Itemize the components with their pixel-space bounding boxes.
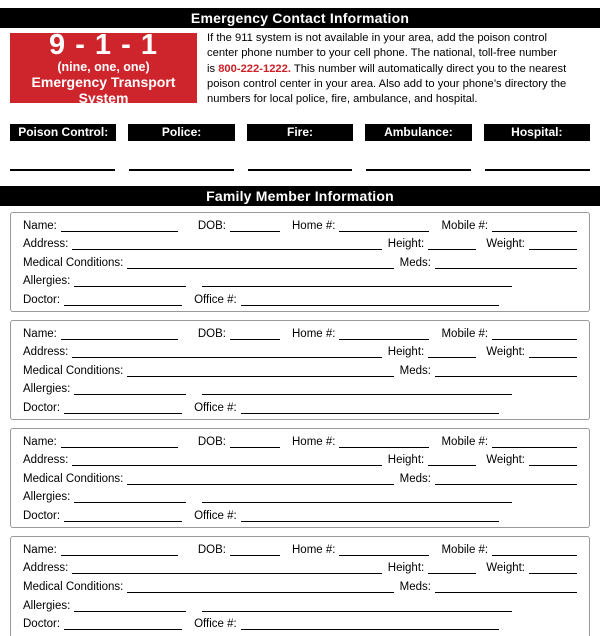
allergies-continuation-line[interactable] bbox=[202, 502, 370, 503]
dob-label: DOB: bbox=[197, 327, 226, 340]
allergies-label: Allergies: bbox=[23, 383, 71, 395]
meds-continuation-line[interactable] bbox=[370, 394, 512, 395]
medical-conditions-field-line[interactable] bbox=[127, 592, 393, 593]
allergies-field-line[interactable] bbox=[74, 611, 186, 612]
instructions-line: poison control center in your area. Also add to your phone’s directory the bbox=[207, 77, 567, 90]
allergies-field-line[interactable] bbox=[74, 286, 186, 287]
home-phone-label: Home #: bbox=[292, 543, 336, 556]
address-field-line[interactable] bbox=[72, 249, 381, 250]
card-row-medical bbox=[23, 362, 577, 379]
doctor-field-line[interactable] bbox=[64, 629, 182, 630]
card-row-medical bbox=[23, 578, 577, 595]
dob-field-line[interactable] bbox=[230, 447, 280, 448]
police-write-line[interactable] bbox=[129, 169, 234, 171]
weight-field-line[interactable] bbox=[529, 357, 577, 358]
office-phone-label: Office #: bbox=[194, 618, 237, 631]
meds-label: Meds: bbox=[399, 256, 431, 269]
emergency-form-page bbox=[0, 8, 600, 636]
poison-control-phone-number: 800-222-1222. bbox=[218, 62, 291, 75]
contact-label-ambulance: Ambulance: bbox=[365, 124, 471, 141]
address-field-line[interactable] bbox=[72, 465, 381, 466]
instructions-segment: This number will automatically direct you to the nearest bbox=[290, 62, 567, 75]
family-member-card bbox=[10, 536, 590, 636]
medical-conditions-field-line[interactable] bbox=[127, 268, 393, 269]
card-row-doctor bbox=[23, 615, 577, 632]
card-row-medical bbox=[23, 254, 577, 271]
doctor-field-line[interactable] bbox=[64, 413, 182, 414]
card-row-address bbox=[23, 559, 577, 576]
office-phone-label: Office #: bbox=[194, 293, 237, 306]
home-phone-field-line[interactable] bbox=[339, 447, 429, 448]
mobile-phone-label: Mobile #: bbox=[441, 435, 489, 448]
meds-continuation-line[interactable] bbox=[370, 611, 512, 612]
intro-section bbox=[10, 29, 590, 111]
card-row-address bbox=[23, 343, 577, 360]
meds-continuation-line-2[interactable] bbox=[357, 629, 499, 630]
weight-field-line[interactable] bbox=[529, 573, 577, 574]
allergies-continuation-line[interactable] bbox=[202, 286, 370, 287]
instructions-segment: is bbox=[207, 62, 219, 75]
office-phone-field-line[interactable] bbox=[241, 413, 357, 414]
doctor-label: Doctor: bbox=[23, 618, 61, 631]
mobile-phone-label: Mobile #: bbox=[441, 219, 489, 232]
dob-field-line[interactable] bbox=[230, 339, 280, 340]
family-member-card bbox=[10, 212, 590, 312]
doctor-field-line[interactable] bbox=[64, 305, 182, 306]
meds-continuation-line-2[interactable] bbox=[357, 521, 499, 522]
doctor-field-line[interactable] bbox=[64, 521, 182, 522]
office-phone-label: Office #: bbox=[194, 401, 237, 414]
allergies-continuation-line[interactable] bbox=[202, 394, 370, 395]
contact-label-hospital: Hospital: bbox=[484, 124, 590, 141]
height-field-line[interactable] bbox=[428, 573, 476, 574]
address-label: Address: bbox=[23, 346, 69, 358]
weight-label: Weight: bbox=[486, 454, 525, 466]
allergies-label: Allergies: bbox=[23, 599, 71, 612]
card-row-medical bbox=[23, 470, 577, 487]
instructions-text bbox=[207, 31, 590, 111]
name-field-line[interactable] bbox=[61, 339, 178, 340]
call-911-box bbox=[10, 29, 197, 106]
card-row-name bbox=[23, 217, 577, 234]
card-row-address bbox=[23, 451, 577, 468]
meds-continuation-line[interactable] bbox=[370, 286, 512, 287]
height-label: Height: bbox=[387, 454, 425, 466]
weight-label: Weight: bbox=[486, 346, 525, 358]
name-label: Name: bbox=[23, 435, 57, 448]
height-field-line[interactable] bbox=[428, 465, 476, 466]
office-phone-field-line[interactable] bbox=[241, 305, 357, 306]
card-row-allergies bbox=[23, 597, 577, 614]
weight-field-line[interactable] bbox=[529, 465, 577, 466]
call-911-number: 9 - 1 - 1 bbox=[49, 29, 158, 61]
meds-label: Meds: bbox=[399, 580, 431, 593]
name-field-line[interactable] bbox=[61, 231, 178, 232]
family-member-card bbox=[10, 428, 590, 528]
address-field-line[interactable] bbox=[72, 357, 381, 358]
meds-label: Meds: bbox=[399, 364, 431, 377]
meds-continuation-line[interactable] bbox=[370, 502, 512, 503]
card-row-name bbox=[23, 433, 577, 450]
doctor-label: Doctor: bbox=[23, 401, 61, 414]
instructions-line bbox=[207, 62, 590, 77]
meds-field-line[interactable] bbox=[435, 484, 577, 485]
section-header-family-member bbox=[0, 186, 600, 206]
card-row-doctor bbox=[23, 291, 577, 308]
ambulance-write-line[interactable] bbox=[366, 169, 471, 171]
dob-label: DOB: bbox=[197, 435, 226, 448]
name-field-line[interactable] bbox=[61, 447, 178, 448]
call-911-pronunciation: (nine, one, one) bbox=[57, 60, 150, 74]
instructions-line: If the 911 system is not available in your area, add the poison control bbox=[207, 32, 547, 44]
meds-field-line[interactable] bbox=[435, 268, 577, 269]
meds-label: Meds: bbox=[399, 472, 431, 485]
meds-field-line[interactable] bbox=[435, 592, 577, 593]
home-phone-field-line[interactable] bbox=[339, 555, 429, 556]
medical-conditions-label: Medical Conditions: bbox=[23, 580, 124, 593]
mobile-phone-field-line[interactable] bbox=[492, 339, 577, 340]
name-label: Name: bbox=[23, 543, 57, 556]
office-phone-field-line[interactable] bbox=[241, 521, 357, 522]
emergency-contacts-label-row bbox=[10, 124, 590, 141]
address-label: Address: bbox=[23, 454, 69, 466]
name-label: Name: bbox=[23, 327, 57, 340]
instructions-line: numbers for local police, fire, ambulance, and hospital. bbox=[207, 93, 478, 106]
dob-label: DOB: bbox=[197, 543, 226, 556]
emergency-section-title: Emergency Contact Information bbox=[190, 10, 410, 26]
weight-label: Weight: bbox=[486, 562, 525, 575]
card-row-doctor bbox=[23, 507, 577, 524]
height-label: Height: bbox=[387, 346, 425, 358]
contact-label-police: Police: bbox=[128, 124, 234, 141]
mobile-phone-field-line[interactable] bbox=[492, 447, 577, 448]
weight-label: Weight: bbox=[486, 238, 525, 250]
address-label: Address: bbox=[23, 238, 69, 250]
contact-label-poison-control: Poison Control: bbox=[10, 124, 116, 141]
height-label: Height: bbox=[387, 238, 425, 250]
address-field-line[interactable] bbox=[72, 573, 381, 574]
name-label: Name: bbox=[23, 219, 57, 232]
meds-continuation-line-2[interactable] bbox=[357, 305, 499, 306]
allergies-continuation-line[interactable] bbox=[202, 611, 370, 612]
card-row-name bbox=[23, 541, 577, 558]
height-field-line[interactable] bbox=[428, 357, 476, 358]
allergies-field-line[interactable] bbox=[74, 394, 186, 395]
card-row-doctor bbox=[23, 399, 577, 416]
mobile-phone-label: Mobile #: bbox=[441, 543, 489, 556]
mobile-phone-field-line[interactable] bbox=[492, 555, 577, 556]
family-section-title: Family Member Information bbox=[206, 188, 394, 204]
mobile-phone-label: Mobile #: bbox=[441, 327, 489, 340]
office-phone-label: Office #: bbox=[194, 509, 237, 522]
home-phone-label: Home #: bbox=[292, 219, 336, 232]
weight-field-line[interactable] bbox=[529, 249, 577, 250]
hospital-write-line[interactable] bbox=[485, 169, 590, 171]
dob-field-line[interactable] bbox=[230, 555, 280, 556]
family-member-card bbox=[10, 320, 590, 420]
medical-conditions-label: Medical Conditions: bbox=[23, 256, 124, 269]
office-phone-field-line[interactable] bbox=[241, 629, 357, 630]
mobile-phone-field-line[interactable] bbox=[492, 231, 577, 232]
card-row-allergies bbox=[23, 380, 577, 397]
dob-label: DOB: bbox=[197, 219, 226, 232]
meds-continuation-line-2[interactable] bbox=[357, 413, 499, 414]
call-911-caption: Emergency Transport System bbox=[31, 74, 176, 106]
medical-conditions-field-line[interactable] bbox=[127, 484, 393, 485]
home-phone-field-line[interactable] bbox=[339, 231, 429, 232]
address-label: Address: bbox=[23, 562, 69, 575]
card-row-allergies bbox=[23, 488, 577, 505]
height-field-line[interactable] bbox=[428, 249, 476, 250]
dob-field-line[interactable] bbox=[230, 231, 280, 232]
emergency-contacts-write-in-row bbox=[10, 169, 590, 171]
section-header-emergency-contact bbox=[0, 8, 600, 28]
fire-write-line[interactable] bbox=[248, 169, 353, 171]
allergies-field-line[interactable] bbox=[74, 502, 186, 503]
instructions-line: center phone number to your cell phone. The national, toll-free number bbox=[207, 47, 557, 60]
card-row-name bbox=[23, 325, 577, 342]
name-field-line[interactable] bbox=[61, 555, 178, 556]
card-row-address bbox=[23, 235, 577, 252]
card-row-allergies bbox=[23, 272, 577, 289]
medical-conditions-label: Medical Conditions: bbox=[23, 364, 124, 377]
allergies-label: Allergies: bbox=[23, 491, 71, 503]
height-label: Height: bbox=[387, 562, 425, 575]
home-phone-label: Home #: bbox=[292, 327, 336, 340]
doctor-label: Doctor: bbox=[23, 509, 61, 522]
poison-control-write-line[interactable] bbox=[10, 169, 115, 171]
contact-label-fire: Fire: bbox=[247, 124, 353, 141]
home-phone-field-line[interactable] bbox=[339, 339, 429, 340]
medical-conditions-label: Medical Conditions: bbox=[23, 472, 124, 485]
meds-field-line[interactable] bbox=[435, 376, 577, 377]
doctor-label: Doctor: bbox=[23, 293, 61, 306]
home-phone-label: Home #: bbox=[292, 435, 336, 448]
family-member-cards bbox=[10, 212, 590, 636]
allergies-label: Allergies: bbox=[23, 275, 71, 287]
medical-conditions-field-line[interactable] bbox=[127, 376, 393, 377]
